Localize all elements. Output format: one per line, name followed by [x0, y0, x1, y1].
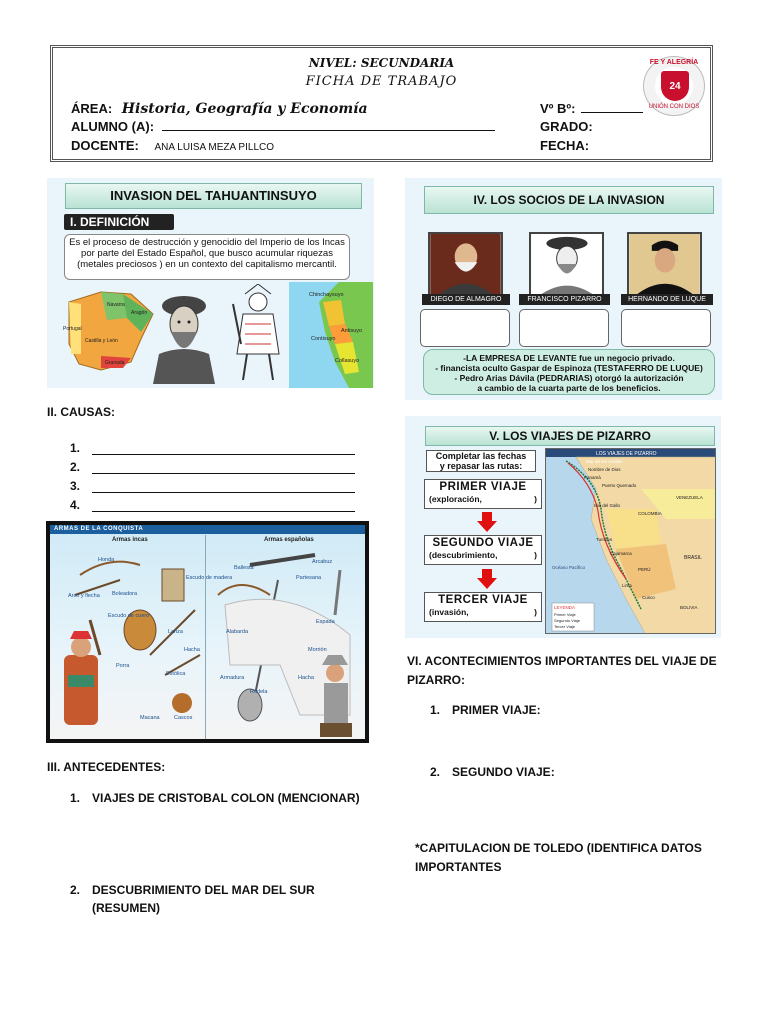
logo-bottom-text: UNIÓN CON DIOS — [648, 104, 700, 110]
arma-label: Alabarda — [226, 629, 249, 635]
map-label: Panamá — [584, 475, 601, 480]
arma-label: Escudo de cuero — [108, 613, 150, 619]
partner-answer-box[interactable] — [420, 309, 510, 347]
capitulacion-toledo-text: *CAPITULACION DE TOLEDO (IDENTIFICA DATOS IMPORTANTES — [415, 841, 702, 874]
antecedentes-title: III. ANTECEDENTES: — [47, 760, 166, 774]
armas-incas-title: Armas incas — [112, 537, 148, 543]
arma-label: Ballesta — [234, 565, 254, 571]
tahuantinsuyo-map-image — [289, 282, 373, 388]
causas-title: II. CAUSAS: — [47, 405, 116, 419]
luque-portrait-image — [627, 232, 702, 298]
causa-item: 4. — [70, 493, 355, 512]
nivel-label: NIVEL: SECUNDARIA — [308, 56, 455, 70]
definicion-label: I. DEFINICIÓN — [64, 214, 174, 230]
definicion-text: Es el proceso de destrucción y genocidio del Imperio de los Incas por parte del Estado Español, que busco acumular riquezas (metales preciosos ) en un contexto del capitalismo mercantil. — [64, 234, 350, 280]
viajes-instructions: Completar las fechas y repasar las rutas: — [426, 450, 536, 472]
spain-label: Navarra — [107, 302, 125, 308]
trip-box[interactable]: PRIMER VIAJE (exploración, ) — [424, 479, 542, 509]
map-label: BRASIL — [684, 555, 702, 561]
socios-panel — [405, 178, 722, 400]
antecedente-item: 2. DESCUBRIMIENTO DEL MAR DEL SUR (RESUMEN) — [70, 883, 315, 915]
map-label: Tumbes — [596, 537, 613, 542]
docente-label: DOCENTE: — [71, 138, 139, 153]
vb-row — [540, 101, 643, 116]
vb-blank-line[interactable] — [581, 101, 643, 113]
legend-item: Tercer Viaje — [554, 624, 576, 629]
alumno-row — [71, 119, 495, 134]
trip-box[interactable]: TERCER VIAJE (invasión, ) — [424, 592, 542, 622]
partner-name: DIEGO DE ALMAGRO — [422, 294, 510, 305]
pizarro-voyages-map — [545, 448, 716, 634]
causa-item: 2. — [70, 455, 355, 474]
causa-blank-line[interactable] — [92, 481, 355, 493]
viajes-title: V. LOS VIAJES DE PIZARRO — [425, 426, 715, 446]
map-title: LOS VIAJES DE PIZARRO — [596, 451, 657, 457]
iberia-map-image — [61, 284, 156, 379]
causa-item: 1. — [70, 436, 355, 455]
suyo-label: Antisuyo — [341, 328, 363, 334]
causa-blank-line[interactable] — [92, 462, 355, 474]
pizarro-portrait-image — [149, 284, 219, 384]
acontecimiento-item: 1. PRIMER VIAJE: — [430, 703, 541, 717]
arma-label: Espada — [316, 619, 335, 625]
map-label: COLOMBIA — [638, 511, 662, 516]
causas-list — [70, 436, 355, 512]
arma-label: Armadura — [220, 675, 245, 681]
fecha-label: FECHA: — [540, 138, 590, 153]
arma-label: Arcabuz — [312, 559, 333, 565]
socios-notes: -LA EMPRESA DE LEVANTE fue un negocio privado. - financista oculto Gaspar de Espinoza (TESTAFERRO DE LUQUE) - Pedro Arias Dávila (PEDRARIAS) otorgó la autorización a cambio de la cuarta parte de los beneficios. — [423, 349, 715, 395]
down-arrow-icon — [477, 569, 497, 589]
almagro-portrait-image — [428, 232, 503, 298]
arma-label: Hacha — [184, 647, 200, 653]
worksheet-header — [50, 45, 713, 162]
arma-label: Rodela — [250, 689, 268, 695]
invasion-title: INVASION DEL TAHUANTINSUYO — [65, 183, 362, 209]
arma-label: Cascos — [174, 715, 193, 721]
suyo-label: Chinchaysuyo — [309, 292, 344, 298]
armas-bar-title: ARMAS DE LA CONQUISTA — [50, 525, 365, 534]
suyo-label: Contisuyo — [311, 336, 336, 342]
arma-label: Honda — [98, 557, 115, 563]
arma-label: Lanza — [168, 629, 183, 635]
inca-warrior-image — [225, 284, 291, 384]
arma-label: Macana — [140, 715, 160, 721]
map-label: Cusco — [642, 595, 655, 600]
alumno-label: ALUMNO (A): — [71, 119, 155, 134]
map-label: Isla del Gallo — [594, 503, 621, 508]
causa-item: 3. — [70, 474, 355, 493]
socios-title: IV. LOS SOCIOS DE LA INVASION — [424, 186, 714, 214]
partner-name: HERNANDO DE LUQUE — [621, 294, 713, 305]
logo-shield-icon — [661, 71, 689, 101]
map-label: BOLIVIA — [680, 605, 698, 610]
partner-answer-box[interactable] — [519, 309, 609, 347]
ficha-title: FICHA DE TRABAJO — [305, 74, 458, 89]
invasion-panel — [47, 178, 374, 388]
legend-item: Segundo Viaje — [554, 618, 580, 623]
alumno-blank-line[interactable] — [162, 119, 495, 131]
spain-label: Granada — [105, 360, 125, 366]
arma-label: Morrión — [308, 647, 327, 653]
map-label: Puerto Quemado — [602, 483, 637, 488]
arma-label: Hacha — [298, 675, 314, 681]
docente-row — [71, 138, 274, 153]
vb-label: Vº Bº: — [540, 101, 576, 116]
arma-label: Porra — [116, 663, 130, 669]
arma-label: Boleadora — [112, 591, 138, 597]
grado-label: GRADO: — [540, 119, 593, 134]
map-label: Lima — [622, 583, 632, 588]
partner-answer-box[interactable] — [621, 309, 711, 347]
arma-label: Escudo de madera — [186, 575, 233, 581]
antecedente-item: 1. VIAJES DE CRISTOBAL COLON (MENCIONAR) — [70, 791, 360, 805]
logo-number: 24 — [669, 81, 681, 92]
map-label: PERÚ — [638, 567, 651, 572]
suyo-label: Collasuyo — [335, 358, 360, 364]
arma-label: Arco y flecha — [68, 593, 100, 599]
trip-box[interactable]: SEGUNDO VIAJE (descubrimiento, ) — [424, 535, 542, 565]
down-arrow-icon — [477, 512, 497, 532]
causa-blank-line[interactable] — [92, 443, 355, 455]
legend-title: LEYENDA — [554, 605, 576, 610]
map-label: Nombre de Dios — [588, 467, 621, 472]
acontecimiento-item: 2. SEGUNDO VIAJE: — [430, 765, 555, 779]
spain-label: Portugal — [63, 326, 82, 332]
arma-label: Partesana — [296, 575, 322, 581]
map-label: Cajamarca — [610, 551, 632, 556]
armas-conquista-image — [46, 521, 369, 743]
armas-espanolas-title: Armas españolas — [264, 537, 314, 543]
voyages-map-image — [546, 449, 716, 634]
spain-label: Castilla y León — [85, 338, 118, 344]
spain-label: Aragón — [131, 310, 148, 316]
area-label: ÁREA: — [71, 101, 113, 116]
partner-name: FRANCISCO PIZARRO — [519, 294, 610, 305]
pizarro-portrait-image — [529, 232, 604, 298]
area-value: Historia, Geografía y Economía — [121, 101, 368, 117]
acontecimientos-title: VI. ACONTECIMIENTOS IMPORTANTES DEL VIAJE DE PIZARRO: — [407, 654, 717, 687]
docente-value: ANA LUISA MEZA PILLCO — [154, 142, 275, 153]
viajes-panel — [405, 416, 721, 638]
legend-item: Primer Viaje — [554, 612, 576, 617]
map-label: VENEZUELA — [676, 495, 703, 500]
map-label: Océano Pacífico — [552, 565, 586, 570]
arma-label: Estólica — [166, 671, 186, 677]
logo-top-text: FE Y ALEGRÍA — [649, 59, 699, 66]
causa-blank-line[interactable] — [92, 500, 355, 512]
area-row — [71, 101, 368, 117]
school-logo — [643, 56, 705, 116]
map-label: Mar de las Antillas — [586, 459, 623, 464]
